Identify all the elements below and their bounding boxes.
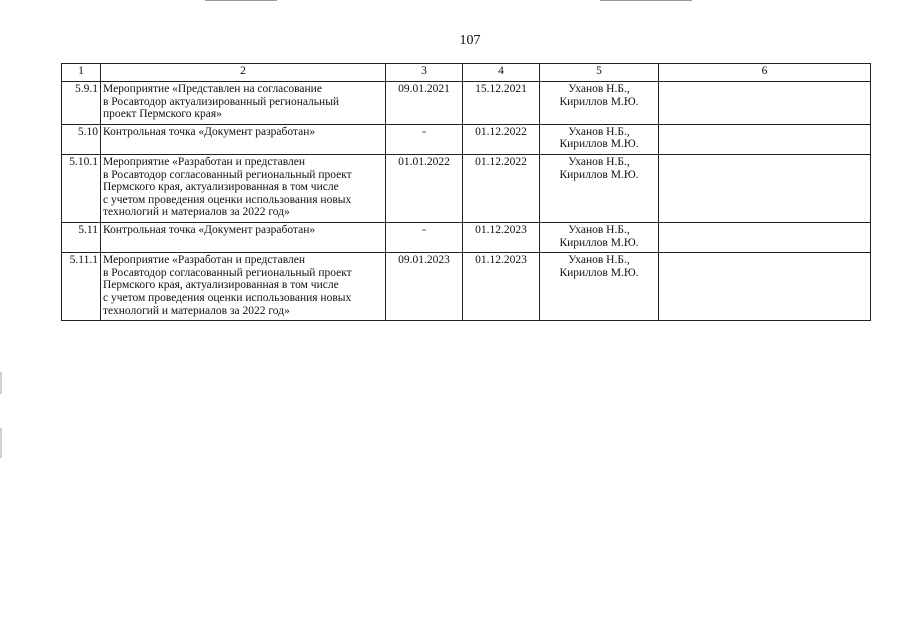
- responsible-line: Уханов Н.Б.,: [568, 223, 630, 236]
- start-date: 01.01.2022: [386, 154, 463, 222]
- responsible-line: Кириллов М.Ю.: [559, 168, 639, 181]
- responsible: [540, 154, 659, 222]
- end-date: 01.12.2022: [463, 124, 540, 154]
- end-date: 01.12.2022: [463, 154, 540, 222]
- responsible-line: Кириллов М.Ю.: [559, 236, 639, 249]
- row-number: 5.11: [62, 222, 101, 252]
- page-number: 107: [459, 33, 481, 48]
- description-line: с учетом проведения оценки использования новых: [103, 291, 352, 304]
- description-line: в Росавтодор актуализированный региональный: [103, 95, 340, 108]
- column-header: 6: [659, 64, 871, 82]
- row-number: 5.9.1: [62, 82, 101, 125]
- scan-edge-mark: [0, 372, 2, 394]
- responsible: [540, 124, 659, 154]
- description-line: в Росавтодор согласованный региональный проект: [103, 266, 352, 279]
- note-cell: [659, 253, 871, 321]
- description-line: технологий и материалов за 2022 год»: [103, 304, 290, 317]
- description-line: технологий и материалов за 2022 год»: [103, 206, 290, 219]
- responsible: [540, 222, 659, 252]
- start-date: 09.01.2023: [386, 253, 463, 321]
- start-date: 09.01.2021: [386, 82, 463, 125]
- end-date: 01.12.2023: [463, 253, 540, 321]
- row-number: 5.10.1: [62, 154, 101, 222]
- table-row: [62, 82, 871, 125]
- table-row: [62, 253, 871, 321]
- column-header: 5: [540, 64, 659, 82]
- description-line: Контрольная точка «Документ разработан»: [103, 223, 316, 236]
- row-description: [101, 154, 386, 222]
- responsible-line: Кириллов М.Ю.: [559, 138, 639, 151]
- description-line: Мероприятие «Разработан и представлен: [103, 254, 305, 267]
- description-line: с учетом проведения оценки использования новых: [103, 193, 352, 206]
- plan-table: [61, 63, 871, 321]
- description-line: Мероприятие «Представлен на согласование: [103, 83, 322, 95]
- description-line: Контрольная точка «Документ разработан»: [103, 125, 316, 138]
- table-row: [62, 154, 871, 222]
- row-description: [101, 82, 386, 125]
- table-header-row: [62, 64, 871, 82]
- end-date: 01.12.2023: [463, 222, 540, 252]
- top-scan-rule-right: [600, 0, 692, 1]
- description-line: Мероприятие «Разработан и представлен: [103, 155, 305, 168]
- start-date: -: [386, 124, 463, 154]
- start-date: -: [386, 222, 463, 252]
- description-line: Пермского края, актуализированная в том числе: [103, 279, 339, 292]
- end-date: 15.12.2021: [463, 82, 540, 125]
- responsible: [540, 253, 659, 321]
- responsible-line: Уханов Н.Б.,: [568, 83, 630, 95]
- description-line: Пермского края, актуализированная в том числе: [103, 181, 339, 194]
- note-cell: [659, 82, 871, 125]
- column-header: 2: [101, 64, 386, 82]
- responsible-line: Кириллов М.Ю.: [559, 266, 639, 279]
- note-cell: [659, 222, 871, 252]
- description-line: в Росавтодор согласованный региональный проект: [103, 168, 352, 181]
- description-line: проект Пермского края»: [103, 108, 222, 121]
- note-cell: [659, 124, 871, 154]
- responsible-line: Уханов Н.Б.,: [568, 155, 630, 168]
- column-header: 1: [62, 64, 101, 82]
- row-description: [101, 124, 386, 154]
- scan-edge-mark: [0, 428, 2, 458]
- column-header: 3: [386, 64, 463, 82]
- responsible: [540, 82, 659, 125]
- top-scan-rule-left: [205, 0, 277, 1]
- responsible-line: Кириллов М.Ю.: [559, 95, 639, 108]
- table-row: [62, 222, 871, 252]
- column-header: 4: [463, 64, 540, 82]
- row-description: [101, 222, 386, 252]
- responsible-line: Уханов Н.Б.,: [568, 254, 630, 267]
- table-row: [62, 124, 871, 154]
- row-number: 5.10: [62, 124, 101, 154]
- responsible-line: Уханов Н.Б.,: [568, 125, 630, 138]
- note-cell: [659, 154, 871, 222]
- row-description: [101, 253, 386, 321]
- row-number: 5.11.1: [62, 253, 101, 321]
